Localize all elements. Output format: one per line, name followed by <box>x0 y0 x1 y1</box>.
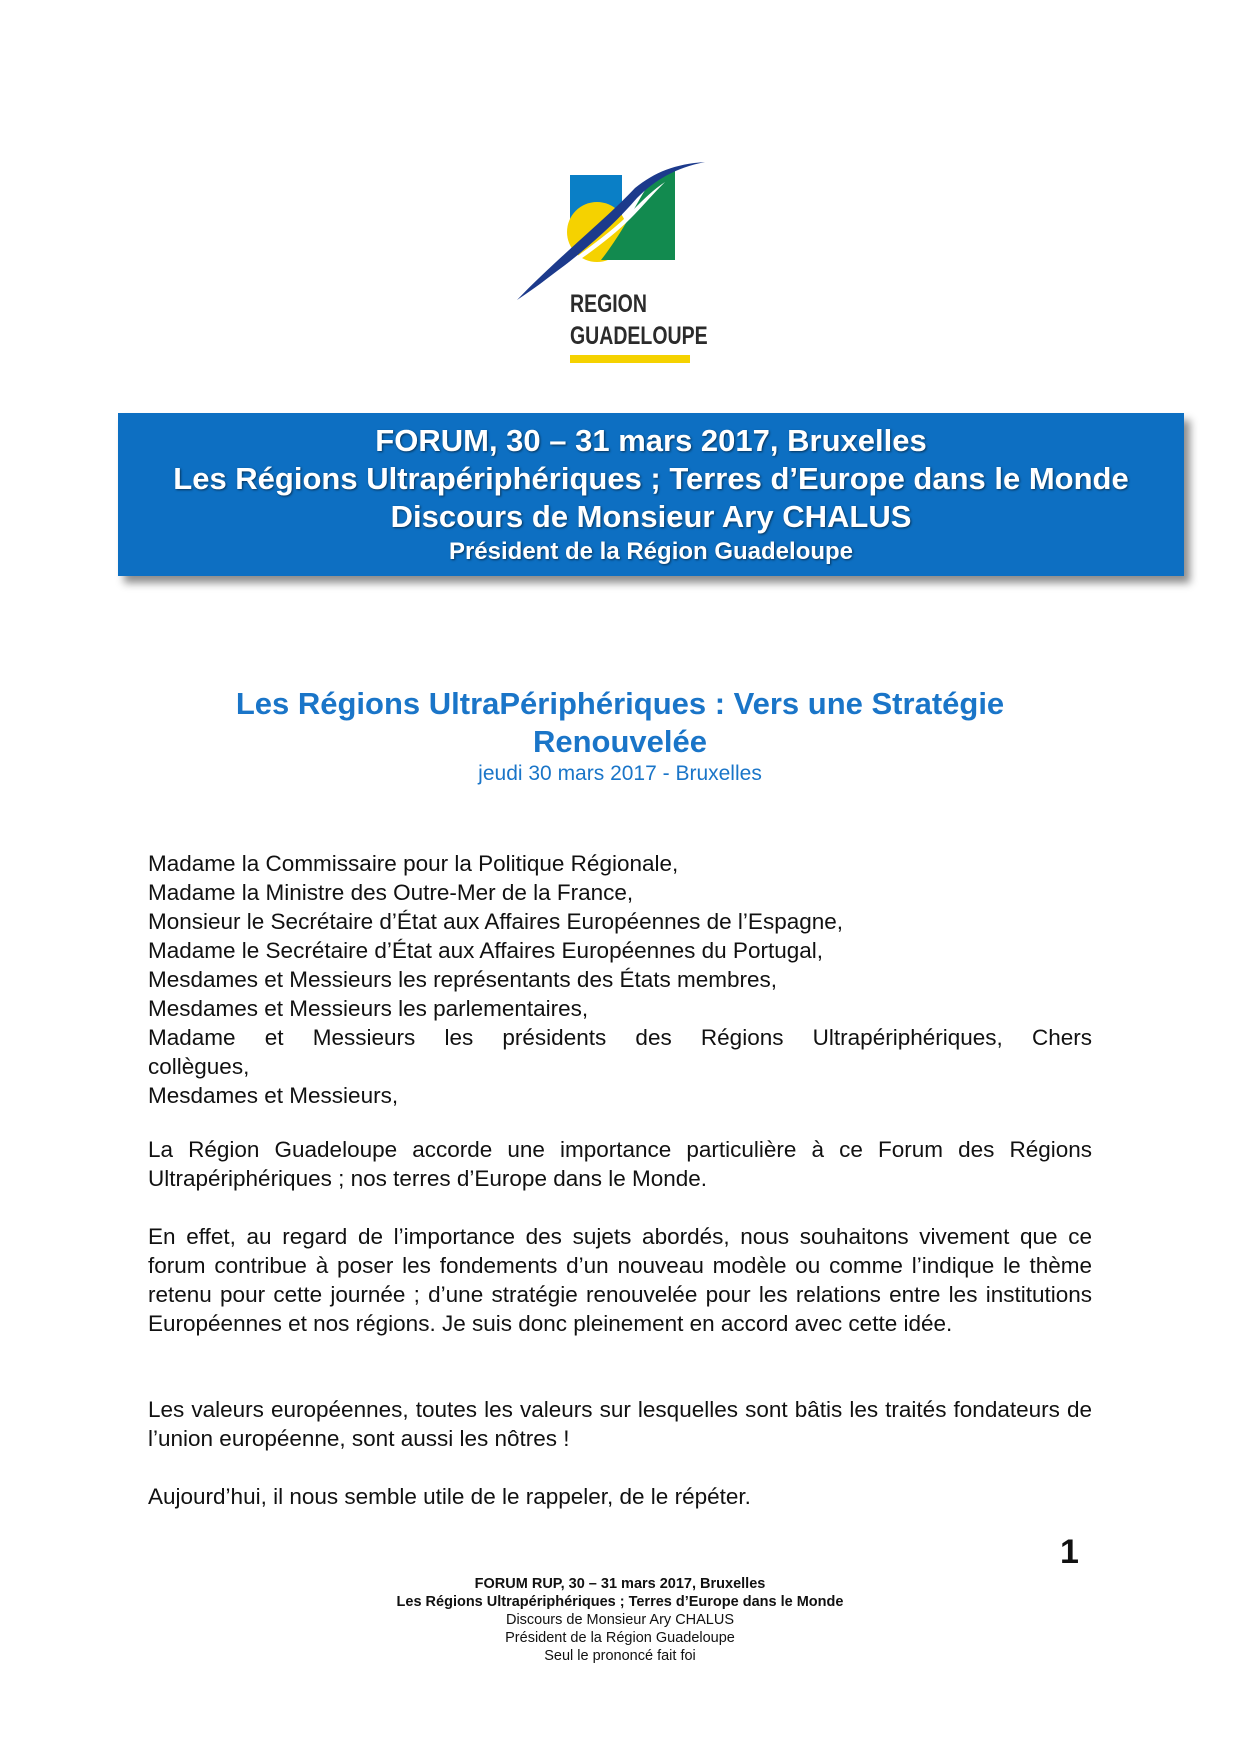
speech-title-line1: Les Régions UltraPériphériques : Vers une Stratégie <box>235 686 1005 721</box>
salutation-line: collègues, <box>148 1054 250 1079</box>
footer-theme-line: Les Régions Ultrapériphériques ; Terres d’Europe dans le Monde <box>396 1594 844 1610</box>
banner-speaker-role: Président de la Région Guadeloupe <box>448 538 854 565</box>
speech-date: jeudi 30 mars 2017 - Bruxelles <box>478 762 762 785</box>
banner-forum-line: FORUM, 30 – 31 mars 2017, Bruxelles <box>375 423 927 458</box>
logo-emblem <box>515 160 715 300</box>
region-guadeloupe-logo <box>515 160 715 370</box>
salutation-line: Monsieur le Secrétaire d’État aux Affaires Européennes de l’Espagne, <box>148 909 844 934</box>
speech-title-line2: Renouvelée <box>532 724 707 759</box>
paragraph: En effet, au regard de l’importance des sujets abordés, nous souhaitons vivement que ce forum contribue à poser les fondements d’un nouveau modèle ou comme l’indique le thème retenu pour cette journée ; d’une stratégie renouvelée pour les relations entre les institutions Européennes et nos régions. Je suis donc pleinement en accord avec cette idée. <box>148 1224 1092 1336</box>
salutation-line: Madame le Secrétaire d’État aux Affaires Européennes du Portugal, <box>148 938 823 963</box>
logo-text-region: REGION <box>570 290 647 318</box>
footer-forum-line: FORUM RUP, 30 – 31 mars 2017, Bruxelles <box>474 1576 766 1592</box>
salutation-line: Madame et Messieurs les présidents des Régions Ultrapériphériques, Chers <box>148 1025 1092 1050</box>
salutation-line: Madame la Ministre des Outre-Mer de la France, <box>148 880 634 905</box>
salutation-line: Mesdames et Messieurs, <box>148 1083 399 1108</box>
salutations-block <box>148 849 1092 1110</box>
paragraph: La Région Guadeloupe accorde une importance particulière à ce Forum des Régions Ultrapériphériques ; nos terres d’Europe dans le Monde. <box>148 1137 1092 1191</box>
page-number: 1 <box>1060 1533 1079 1571</box>
title-banner <box>118 413 1184 576</box>
footer-speech-line: Discours de Monsieur Ary CHALUS <box>505 1612 735 1628</box>
banner-theme-line: Les Régions Ultrapériphériques ; Terres d’Europe dans le Monde <box>173 461 1129 496</box>
salutation-line: Madame la Commissaire pour la Politique Régionale, <box>148 851 679 876</box>
logo-text-guadeloupe: GUADELOUPE <box>570 322 708 350</box>
paragraph: Les valeurs européennes, toutes les valeurs sur lesquelles sont bâtis les traités fondateurs de l’union européenne, sont aussi les nôtres ! <box>148 1397 1092 1451</box>
footer-speaker-role: Président de la Région Guadeloupe <box>505 1630 735 1646</box>
salutation-line: Mesdames et Messieurs les parlementaires, <box>148 996 589 1021</box>
page-footer <box>148 1575 1092 1665</box>
paragraph: Aujourd’hui, il nous semble utile de le rappeler, de le répéter. <box>148 1484 751 1509</box>
banner-speech-line: Discours de Monsieur Ary CHALUS <box>390 499 912 534</box>
salutation-line: Mesdames et Messieurs les représentants des États membres, <box>148 967 778 992</box>
footer-disclaimer: Seul le prononcé fait foi <box>544 1648 696 1664</box>
logo-yellow-bar <box>570 355 690 363</box>
